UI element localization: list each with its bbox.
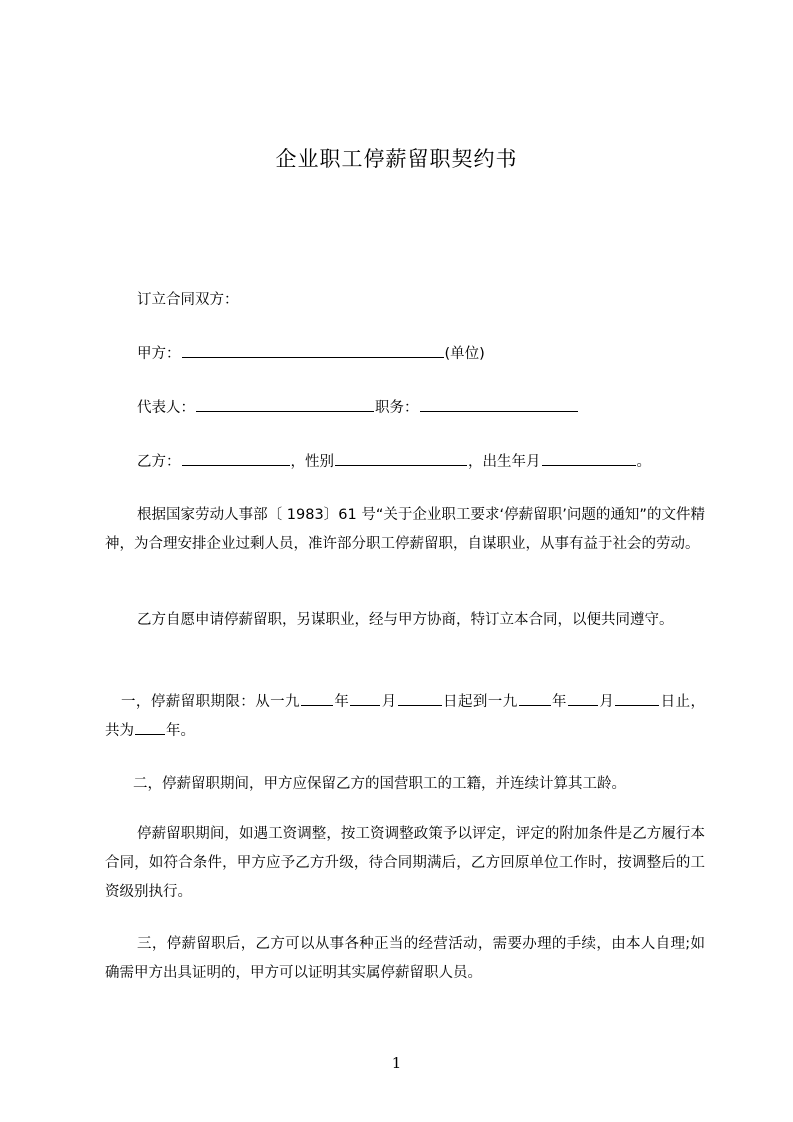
representative-line [105,394,737,423]
clause-three-paragraph: 三，停薪留职后，乙方可以从事各种正当的经营活动，需要办理的手续，由本人自理;如确需甲方出具证明的，甲方可以证明其实属停薪留职人员。 [105,936,705,981]
salary-paragraph: 停薪留职期间，如遇工资调整，按工资调整政策予以评定，评定的附加条件是乙方履行本合同，如符合条件，甲方应予乙方升级，待合同期满后，乙方回原单位工作时，按调整后的工资级别执行。 [105,826,705,900]
term-month2-blank[interactable] [568,691,598,706]
term-day2-blank[interactable] [615,691,659,706]
term-total-blank[interactable] [135,720,165,735]
term-year2: 年 [551,694,567,710]
clause-two-paragraph: 二，停薪留职期间，甲方应保留乙方的国营职工的工籍，并连续计算其工龄。 [133,776,626,792]
term-year1: 年 [333,694,350,710]
representative-label: 代表人： [137,400,195,416]
term-day1-blank[interactable] [398,691,442,706]
party-a-blank[interactable] [182,343,444,358]
term-end-suffix: 年。 [166,723,195,739]
term-paragraph [105,688,705,746]
position-label: 职务： [375,400,419,416]
term-month2: 月 [598,694,615,710]
party-a-label: 甲方： [137,346,181,362]
birth-end: 。 [636,454,651,470]
basis-paragraph: 根据国家劳动人事部〔 1983〕61 号“关于企业职工要求‘停薪留职’问题的通知”的文件精神，为合理安排企业过剩人员，准许部分职工停薪留职，自谋职业，从事有益于社会的劳动。 [105,507,705,552]
party-a-unit: (单位) [444,346,485,362]
gender-blank[interactable] [335,451,467,466]
term-month1: 月 [381,694,397,710]
representative-blank[interactable] [196,397,374,412]
term-year1-blank[interactable] [301,691,333,706]
term-month1-blank[interactable] [350,691,380,706]
page-number: 1 [391,1054,402,1072]
term-year2-blank[interactable] [519,691,551,706]
term-day1: 日起到一九 [442,694,518,710]
party-a-line [105,340,737,369]
application-paragraph: 乙方自愿申请停薪留职，另谋职业，经与甲方协商，特订立本合同，以便共同遵守。 [137,612,674,628]
birth-label: ，出生年月 [468,454,541,470]
term-end-prefix: 日止，共为 [105,694,706,739]
party-b-label: 乙方： [137,454,181,470]
birth-blank[interactable] [542,451,636,466]
party-b-line [105,448,737,477]
party-b-name-blank[interactable] [182,451,290,466]
parties-intro [105,286,737,315]
document-title: 企业职工停薪留职契约书 [275,147,518,171]
term-prefix: 一，停薪留职期限：从一九 [121,694,300,710]
parties-intro-text: 订立合同双方： [137,292,239,308]
position-blank[interactable] [420,397,578,412]
gender-label: ，性别 [290,454,334,470]
